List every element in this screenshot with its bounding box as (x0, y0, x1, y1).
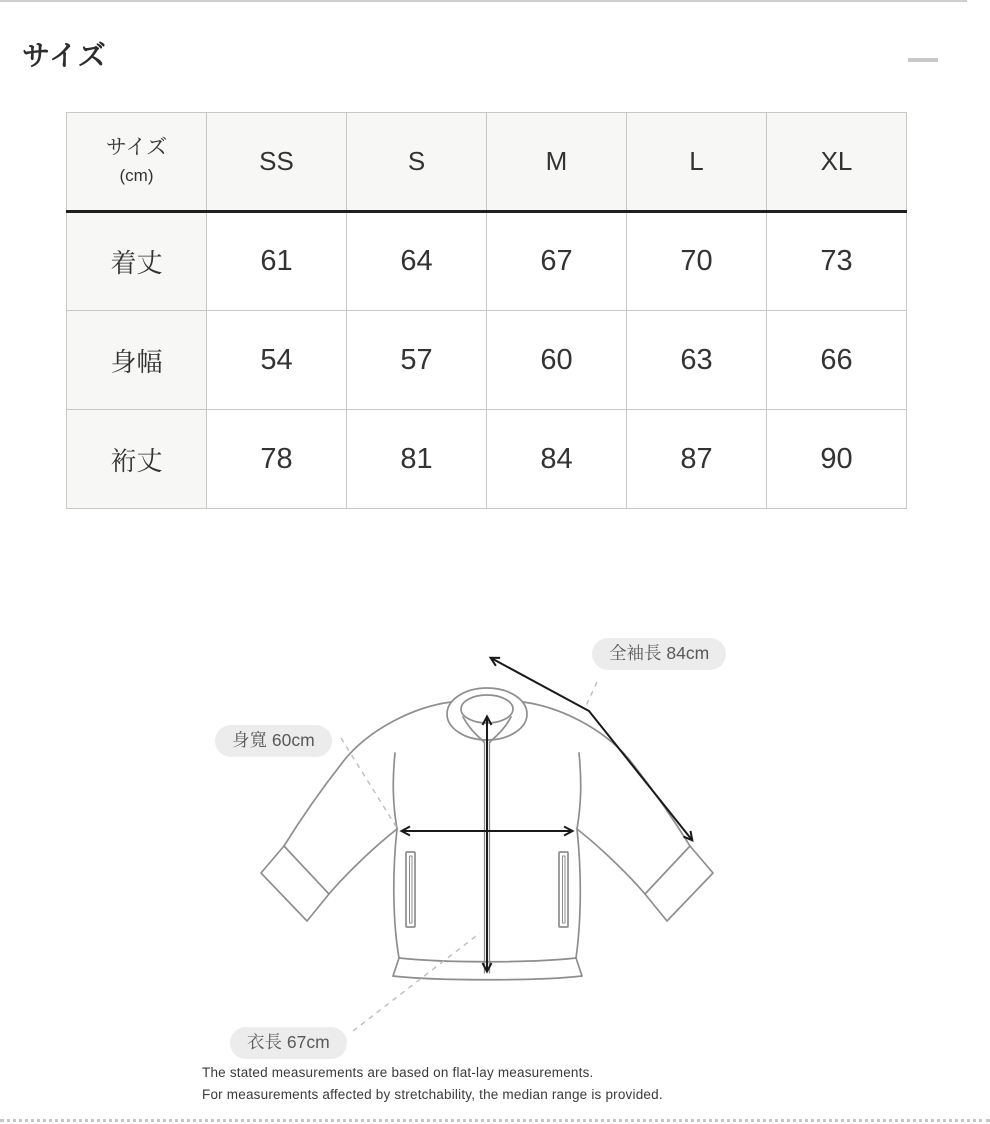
column-header-xl: XL (767, 113, 907, 212)
column-header-s: S (347, 113, 487, 212)
size-cell: 57 (347, 311, 487, 410)
measurement-note-2: For measurements affected by stretchability, the median range is provided. (202, 1087, 663, 1102)
size-table-header-row (67, 113, 907, 212)
size-table (66, 112, 907, 509)
size-cell: 54 (207, 311, 347, 410)
garment-length-label: 衣長 67cm (230, 1027, 347, 1059)
size-cell: 73 (767, 212, 907, 311)
row-label: 着丈 (67, 212, 207, 311)
size-cell: 78 (207, 410, 347, 509)
table-row-body-length (67, 212, 907, 311)
measurement-arrow-icon (402, 658, 692, 971)
corner-header (67, 113, 207, 212)
section-title: サイズ (22, 40, 107, 71)
size-cell: 84 (487, 410, 627, 509)
row-label: 身幅 (67, 311, 207, 410)
section-top-divider (0, 0, 967, 2)
minus-icon (908, 58, 938, 62)
size-cell: 81 (347, 410, 487, 509)
body-width-label: 身寬 60cm (215, 725, 332, 757)
corner-header-line1: サイズ (105, 136, 168, 160)
measurement-note-1: The stated measurements are based on flat-lay measurements. (202, 1065, 594, 1080)
size-cell: 87 (627, 410, 767, 509)
row-label: 裄丈 (67, 410, 207, 509)
measurement-diagram (0, 640, 990, 1110)
table-row-sleeve-length (67, 410, 907, 509)
size-cell: 90 (767, 410, 907, 509)
collapse-section-button[interactable] (906, 50, 940, 64)
size-cell: 61 (207, 212, 347, 311)
column-header-ss: SS (207, 113, 347, 212)
column-header-m: M (487, 113, 627, 212)
size-cell: 70 (627, 212, 767, 311)
jacket-diagram-svg (0, 640, 990, 1100)
size-cell: 67 (487, 212, 627, 311)
size-cell: 63 (627, 311, 767, 410)
dotted-divider (0, 1119, 990, 1122)
measurement-notes (202, 1062, 663, 1106)
sleeve-length-label: 全袖長 84cm (592, 638, 726, 670)
size-cell: 66 (767, 311, 907, 410)
size-cell: 64 (347, 212, 487, 311)
corner-header-line2: (cm) (119, 165, 154, 185)
size-cell: 60 (487, 311, 627, 410)
table-row-body-width (67, 311, 907, 410)
column-header-l: L (627, 113, 767, 212)
